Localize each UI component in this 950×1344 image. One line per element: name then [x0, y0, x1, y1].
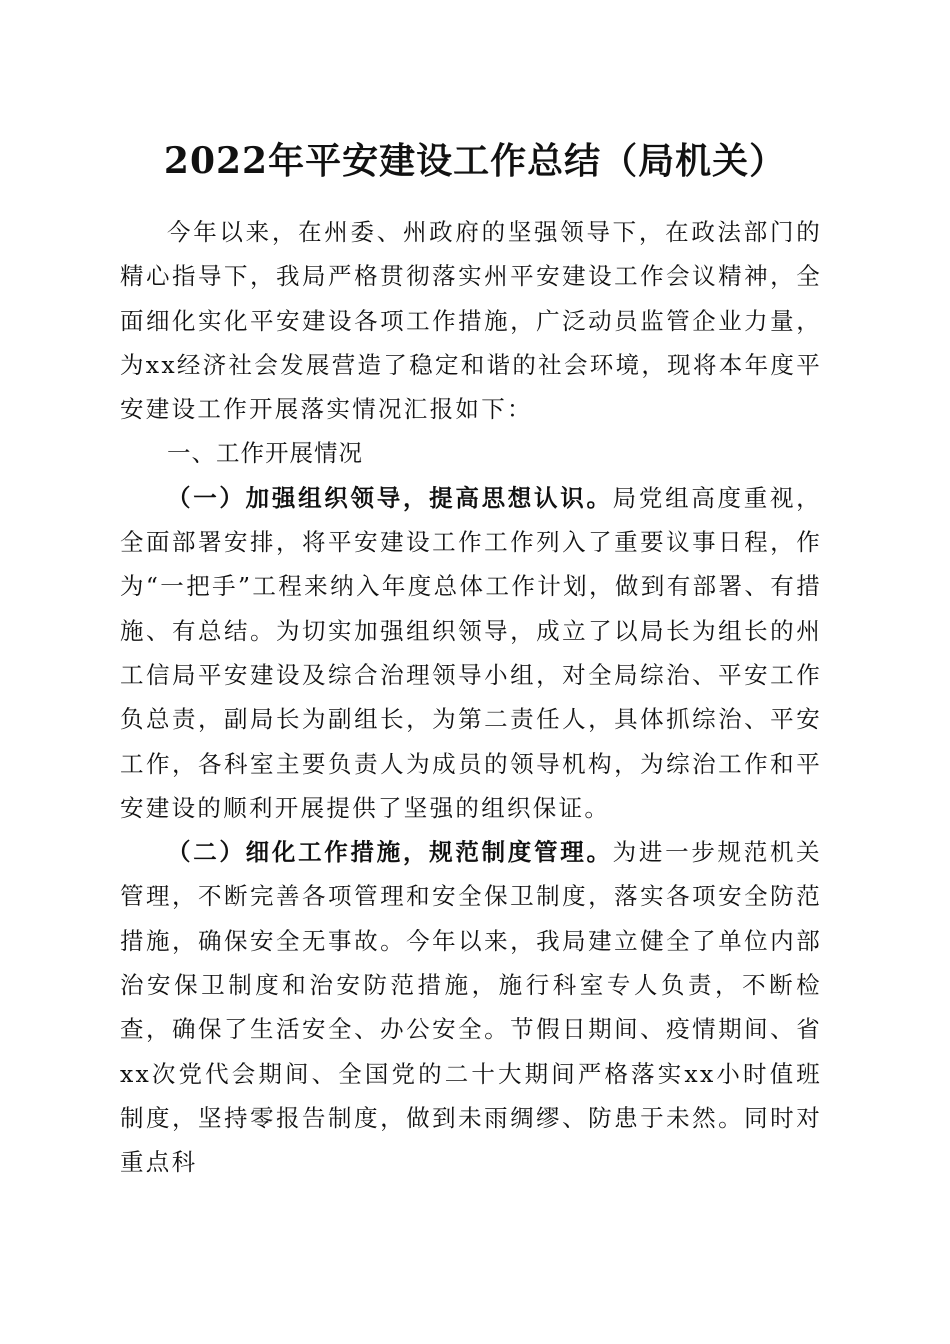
document-body — [120, 210, 822, 1185]
paragraph-text: 为进一步规范机关管理，不断完善各项管理和安全保卫制度，落实各项安全防范措施，确保安全无事故。今年以来，我局建立健全了单位内部治安保卫制度和治安防范措施，施行科室专人负责，不断检查，确保了生活安全、办公安全。节假日期间、疫情期间、省xx次党代会期间、全国党的二十大期间严格落实xx小时值班制度，坚持零报告制度，做到未雨绸缪、防患于未然。同时对重点科 — [120, 838, 822, 1177]
section-heading: 一、工作开展情况 — [167, 439, 363, 468]
paragraph-organization-leadership — [120, 476, 822, 830]
paragraph-lead: （二）细化工作措施，规范制度管理。 — [167, 838, 613, 867]
intro-paragraph: 今年以来，在州委、州政府的坚强领导下，在政法部门的精心指导下，我局严格贯彻落实州平安建设工作会议精神，全面细化实化平安建设各项工作措施，广泛动员监管企业力量，为xx经济社会发展营造了稳定和谐的社会环境，现将本年度平安建设工作开展落实情况汇报如下： — [120, 218, 822, 424]
document-title: 2022年平安建设工作总结（局机关） — [163, 140, 787, 182]
paragraph-text: 局党组高度重视，全面部署安排，将平安建设工作工作列入了重要议事日程，作为“一把手”工程来纳入年度总体工作计划，做到有部署、有措施、有总结。为切实加强组织领导，成立了以局长为组长的州工信局平安建设及综合治理领导小组，对全局综治、平安工作负总责，副局长为副组长，为第二责任人，具体抓综治、平安工作，各科室主要负责人为成员的领导机构，为综治工作和平安建设的顺利开展提供了坚强的组织保证。 — [120, 483, 822, 822]
paragraph-work-measures — [120, 830, 822, 1184]
paragraph-lead: （一）加强组织领导，提高思想认识。 — [167, 483, 613, 512]
